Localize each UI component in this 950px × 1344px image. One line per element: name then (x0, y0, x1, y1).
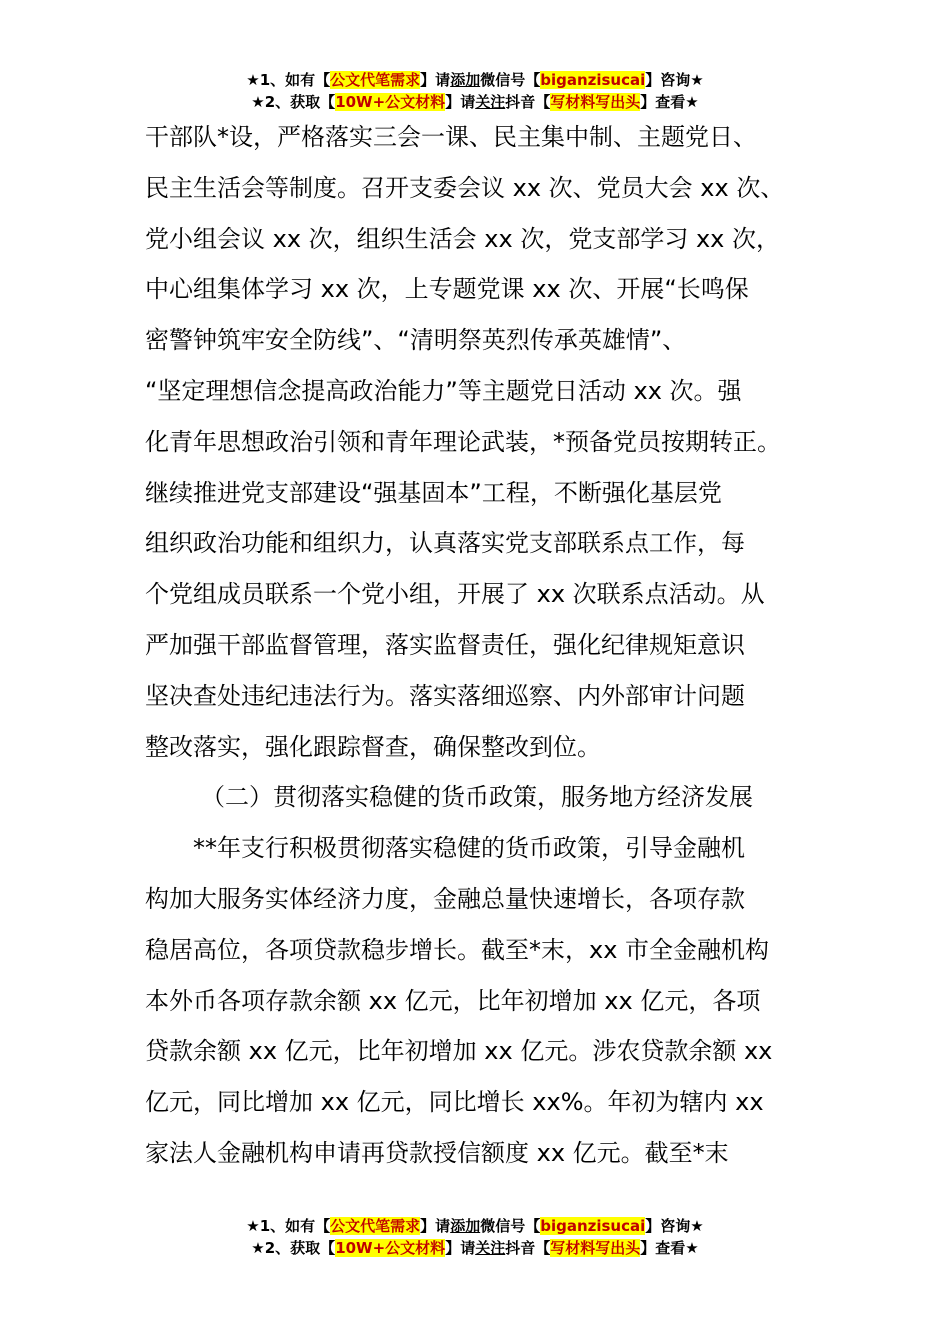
banner-highlight: biganzisucai (540, 1217, 646, 1235)
body-line: 亿元，同比增加 xx 亿元，同比增长 xx%。年初为辖内 xx (145, 1088, 764, 1117)
banner-text: 抖音【 (505, 93, 551, 111)
body-line: 坚决查处违纪违法行为。落实落细巡察、内外部审计问题 (145, 681, 745, 710)
body-line: “坚定理想信念提高政治能力”等主题党日活动 xx 次。强 (145, 376, 742, 405)
body-line: 继续推进党支部建设“强基固本”工程，不断强化基层党 (145, 478, 722, 507)
banner-text: ★2、获取【 (251, 93, 336, 111)
body-line: 构加大服务实体经济力度，金融总量快速增长，各项存款 (145, 884, 745, 913)
banner-text: 】查看★ (640, 1239, 699, 1257)
banner-text: 微信号【 (480, 71, 541, 89)
body-line: 干部队*设，严格落实三会一课、民主集中制、主题党日、 (145, 123, 757, 151)
banner-highlight: 10W+公文材料 (335, 1239, 446, 1257)
body-line: 本外币各项存款余额 xx 亿元，比年初增加 xx 亿元，各项 (145, 986, 761, 1015)
banner-underlined: 添加 (450, 1217, 481, 1235)
banner-underlined: 添加 (450, 71, 481, 89)
banner-text: 微信号【 (480, 1217, 541, 1235)
body-line: 个党组成员联系一个党小组，开展了 xx 次联系点活动。从 (145, 580, 765, 609)
document-body (145, 112, 815, 1179)
banner-text: 】请 (420, 71, 451, 89)
banner-underlined: 关注 (475, 1239, 506, 1257)
banner-highlight: 公文代笔需求 (330, 71, 421, 89)
banner-text: 】请 (445, 93, 476, 111)
banner-underlined: 关注 (475, 93, 506, 111)
banner-highlight: 写材料写出头 (550, 1239, 641, 1257)
banner-text: 】查看★ (640, 93, 699, 111)
banner-highlight: 写材料写出头 (550, 93, 641, 111)
banner-highlight: 公文代笔需求 (330, 1217, 421, 1235)
body-line: **年支行积极贯彻落实稳健的货币政策，引导金融机 (193, 834, 745, 863)
body-line: 家法人金融机构申请再贷款授信额度 xx 亿元。截至*末 (145, 1138, 729, 1167)
banner-text: 】咨询★ (645, 1217, 704, 1235)
banner-line-2 (0, 1237, 950, 1259)
banner-highlight: 10W+公文材料 (335, 93, 446, 111)
header-banner (0, 69, 950, 113)
banner-text: 】请 (420, 1217, 451, 1235)
banner-text: 】咨询★ (645, 71, 704, 89)
body-line: 密警钟筑牢安全防线”、“清明祭英烈传承英雄情”、 (145, 326, 687, 355)
banner-line-1 (0, 1215, 950, 1237)
banner-text: ★1、如有【 (246, 71, 331, 89)
body-line: 严加强干部监督管理，落实监督责任，强化纪律规矩意识 (145, 630, 745, 659)
body-line: 整改落实，强化跟踪督查，确保整改到位。 (145, 732, 601, 761)
banner-line-1 (0, 69, 950, 91)
body-line: 中心组集体学习 xx 次，上专题党课 xx 次、开展“长鸣保 (145, 275, 749, 304)
body-line: 党小组会议 xx 次，组织生活会 xx 次，党支部学习 xx 次， (145, 224, 780, 253)
banner-text: 抖音【 (505, 1239, 551, 1257)
body-line: 组织政治功能和组织力，认真落实党支部联系点工作，每 (145, 529, 745, 558)
banner-text: ★1、如有【 (246, 1217, 331, 1235)
section-heading: （二）贯彻落实稳健的货币政策，服务地方经济发展 (201, 783, 753, 812)
banner-text: ★2、获取【 (251, 1239, 336, 1257)
banner-line-2 (0, 91, 950, 113)
banner-highlight: biganzisucai (540, 71, 646, 89)
banner-text: 】请 (445, 1239, 476, 1257)
body-line: 贷款余额 xx 亿元，比年初增加 xx 亿元。涉农贷款余额 xx (145, 1037, 773, 1066)
body-line: 民主生活会等制度。召开支委会议 xx 次、党员大会 xx 次、 (145, 173, 785, 202)
footer-banner (0, 1215, 950, 1259)
body-line: 稳居高位，各项贷款稳步增长。截至*末，xx 市全金融机构 (145, 935, 770, 964)
body-line: 化青年思想政治引领和青年理论武装，*预备党员按期转正。 (145, 427, 781, 456)
